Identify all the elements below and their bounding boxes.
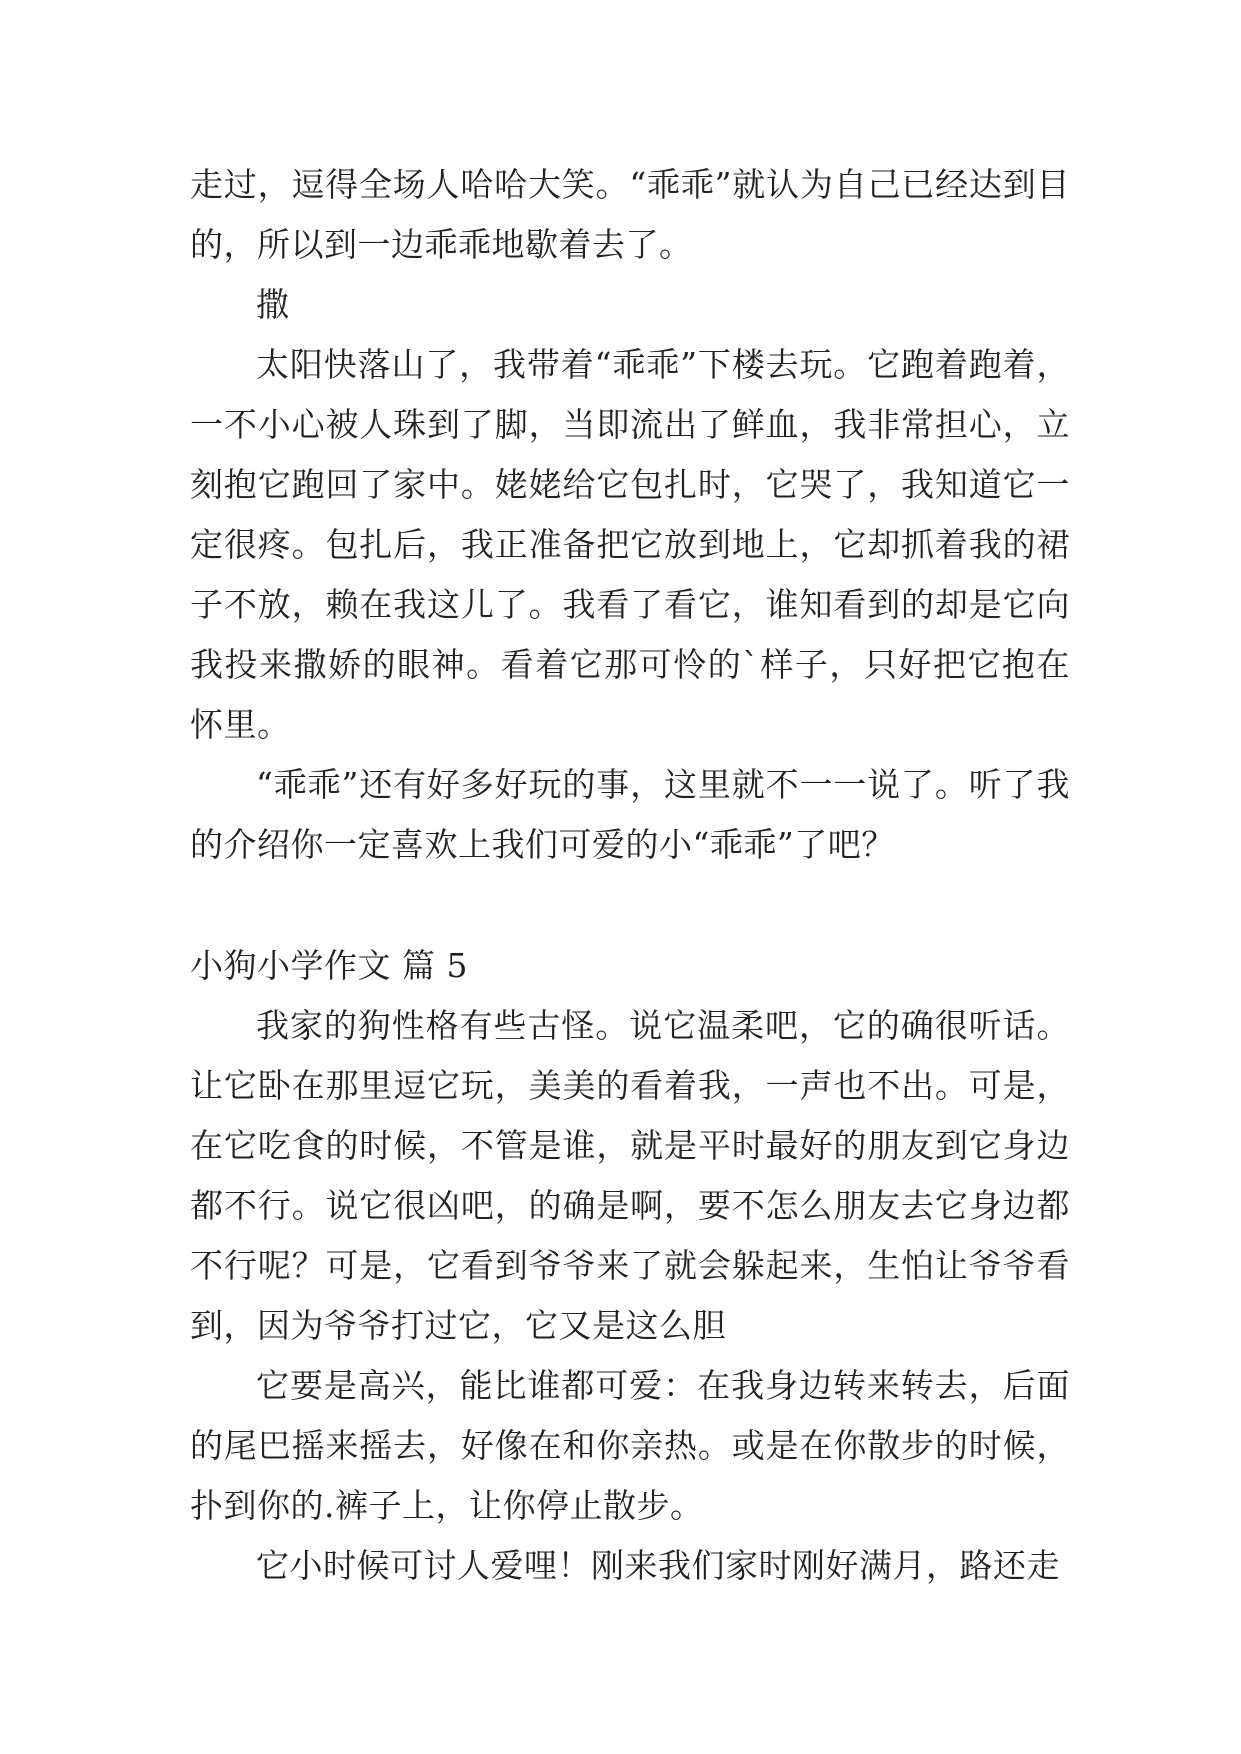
section-paragraph-puppy: 它小时候可讨人爱哩！刚来我们家时刚好满月，路还走: [256, 1546, 1060, 1585]
section-heading: 小狗小学作文 篇 5: [190, 946, 468, 985]
paragraph-fragment: 撒: [256, 285, 290, 324]
document-body: [190, 155, 1070, 1596]
paragraph-continuation: 走过，逗得全场人哈哈大笑。“乖乖”就认为自己已经达到目的，所以到一边乖乖地歇着去了。: [190, 165, 1070, 264]
paragraph-walk: 太阳快落山了，我带着“乖乖”下楼去玩。它跑着跑着，一不小心被人珠到了脚，当即流出了鲜血，我非常担心，立刻抱它跑回了家中。姥姥给它包扎时，它哭了，我知道它一定很疼。包扎后，我正准备把它放到地上，它却抓着我的裙子不放，赖在我这儿了。我看了看它，谁知看到的却是它向我投来撒娇的眼神。看着它那可怜的`样子，只好把它抱在怀里。: [190, 345, 1070, 744]
paragraph-closing: “乖乖”还有好多好玩的事，这里就不一一说了。听了我的介绍你一定喜欢上我们可爱的小“乖乖”了吧？: [190, 765, 1070, 864]
section-paragraph-happy: 它要是高兴，能比谁都可爱：在我身边转来转去，后面的尾巴摇来摇去，好像在和你亲热。或是在你散步的时候，扑到你的.裤子上，让你停止散步。: [190, 1366, 1070, 1525]
section-paragraph-personality: 我家的狗性格有些古怪。说它温柔吧，它的确很听话。让它卧在那里逗它玩，美美的看着我，一声也不出。可是，在它吃食的时候，不管是谁，就是平时最好的朋友到它身边都不行。说它很凶吧，的确是啊，要不怎么朋友去它身边都不行呢？可是，它看到爷爷来了就会躲起来，生怕让爷爷看到，因为爷爷打过它，它又是这么胆: [190, 1006, 1070, 1345]
